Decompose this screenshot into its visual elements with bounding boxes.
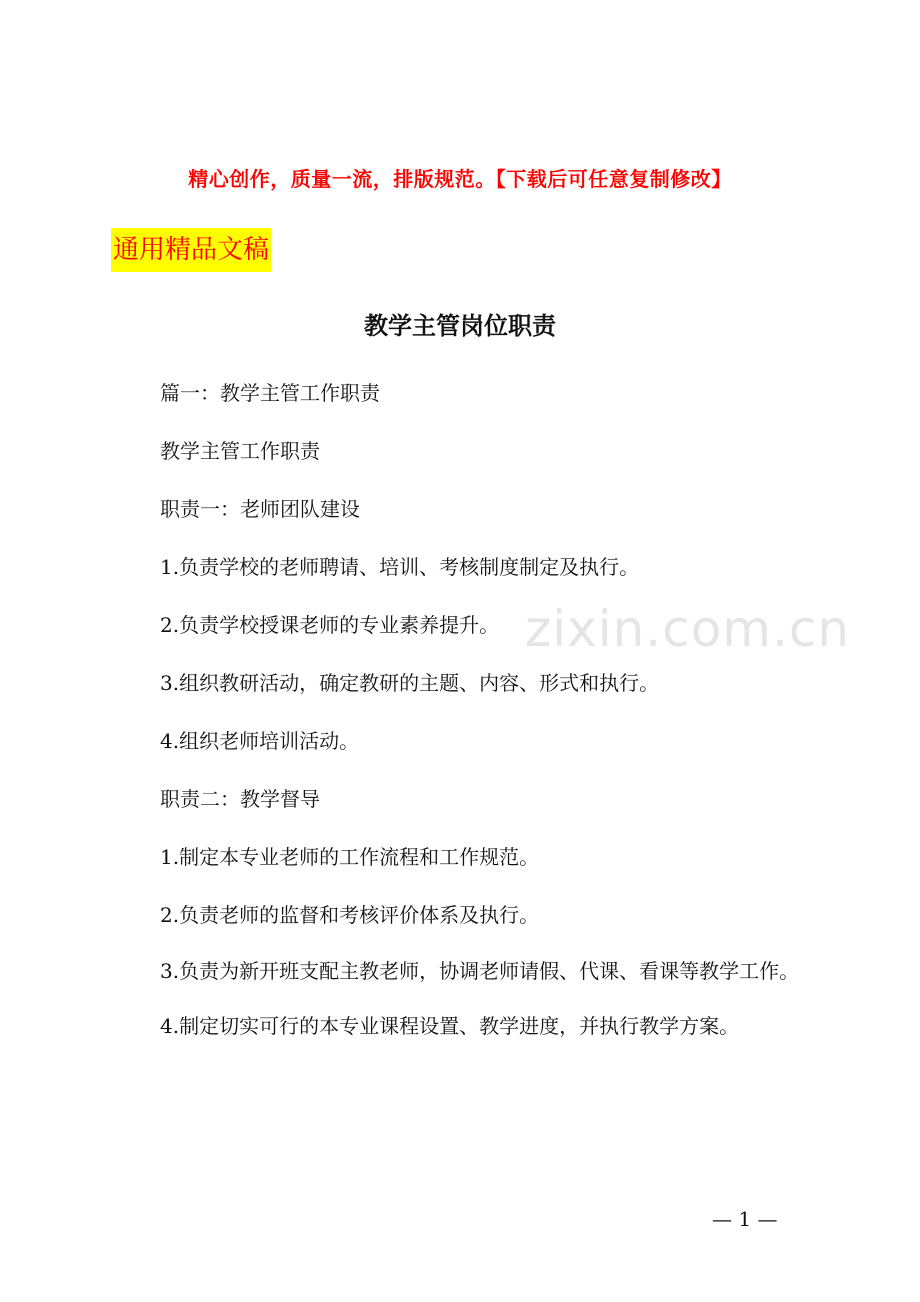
banner: 通用精品文稿 [111,228,271,272]
section-heading: 职责一：老师团队建设 [160,497,360,521]
section-heading: 职责二：教学督导 [160,787,320,811]
paragraph: 3.负责为新开班支配主教老师，协调老师请假、代课、看课等教学工作。 [160,959,800,983]
watermark: zixin.com.cn [525,600,851,658]
paragraph: 2.负责学校授课老师的专业素养提升。 [160,613,500,637]
page-number: — 1 — [712,1207,778,1231]
section-heading: 篇一：教学主管工作职责 [160,381,380,405]
paragraph: 1.负责学校的老师聘请、培训、考核制度制定及执行。 [160,555,640,579]
page-title: 教学主管岗位职责 [364,312,556,340]
paragraph: 4.制定切实可行的本专业课程设置、教学进度，并执行教学方案。 [160,1014,740,1038]
header-note: 精心创作，质量一流，排版规范。【下载后可任意复制修改】 [188,167,732,191]
paragraph: 3.组织教研活动，确定教研的主题、内容、形式和执行。 [160,671,660,695]
subheading: 教学主管工作职责 [160,439,320,463]
paragraph: 4.组织老师培训活动。 [160,729,360,753]
paragraph: 1.制定本专业老师的工作流程和工作规范。 [160,845,540,869]
paragraph: 2.负责老师的监督和考核评价体系及执行。 [160,903,540,927]
document-body [112,364,812,1054]
